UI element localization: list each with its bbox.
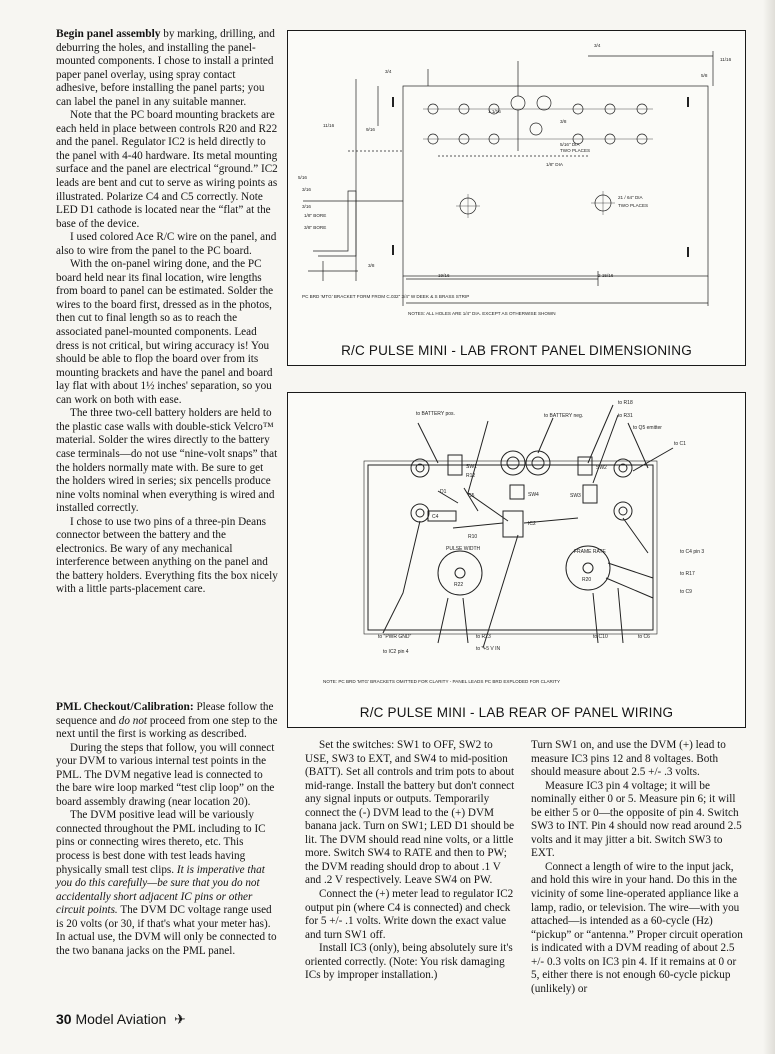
wiring-drawing [288, 393, 745, 727]
dim-callout: 21 / 64" DIA [618, 195, 643, 200]
dim-label: 1 1/16 [488, 109, 501, 114]
component-label: FRAME RATE [574, 549, 606, 555]
wire-label: to R17 [680, 571, 695, 577]
hole [530, 123, 542, 135]
dim-label: 11/16 [720, 57, 732, 62]
dim-label: 3/8 [560, 119, 567, 124]
paragraph: I used colored Ace R/C wire on the panel, and also to wire from the panel to the PC board. [56, 231, 277, 257]
dim-callout: TWO PLACES [560, 148, 591, 153]
ic2-regulator [503, 511, 523, 537]
paragraph: With the on-panel wiring done, and the PC board held near its final location, wire lengths from board to panel can be estimated. Solder the wires to the board first, dressed as in the photos, then cut to final length so as to reach the associated panel-mounted components. Lead dress is not critical, but wiring accuracy is! You should be able to flop the board over from its mounting brackets and have the panel and board lay flat with about 1½ inches' separation, so you can work on both with ease. [56, 258, 274, 406]
dim-label: 5/8 [701, 73, 708, 78]
wire-label: to IC2 pin 4 [383, 649, 409, 655]
figure-notes: NOTE: PC BRD 'MTG' BRACKETS OMITTED FOR CLARITY - PANEL LEADS PC BRD EXPLODED FOR CLARITY [323, 679, 561, 684]
page-edge-shadow [763, 0, 775, 1054]
dim-label: 3/16 [302, 204, 311, 209]
component-label: SW4 [528, 492, 539, 498]
wire-label: to Q5 emitter [633, 425, 662, 431]
dim-label: 5/16 [298, 175, 307, 180]
figure-front-panel-dimensioning [287, 30, 746, 366]
paragraph: Set the switches: SW1 to OFF, SW2 to USE, SW3 to EXT, and SW4 to mid-position (BATT). Set all controls and trim pots to about mid-range. Install the battery but don't connect any signal inputs or outputs. Temporarily connect the (-) DVM lead to the (+) DVM banana jack. Turn on SW1; LED D1 should be lit. The DVM should read nine volts, or a little more. Switch SW4 to RATE and then to PW; the DVM reading should drop to about .1 V and .2 V respectively. Leave SW4 on PW. [305, 739, 515, 887]
jack [411, 504, 429, 522]
component-label: SW1 [466, 464, 477, 470]
dim-label: 3/4 [594, 43, 601, 48]
switch-sw3 [583, 485, 597, 503]
switch-sw4 [510, 485, 524, 499]
wire-label: to "+5 V IN [476, 646, 501, 652]
component-label: R22 [454, 582, 464, 588]
dim-label: 19/16 [438, 273, 450, 278]
text-column-3 [531, 739, 743, 996]
paragraph: The three two-cell battery holders are held to the plastic case walls with double-stick Velcro™ material. Solder the wires directly to the battery case terminals—do not use “nine-volt snaps” that the holders normally mate with. Be sure to get the holders wired in series; six pencells produce nine volts nominal when everything is wired and installed correctly. [56, 407, 278, 515]
wire-label: to C10 [593, 634, 608, 640]
airplane-icon: ✈ [174, 1011, 186, 1027]
paragraph: During the steps that follow, you will connect your DVM to various internal test points in the PML. The DVM negative lead is connected to the bare wire loop marked “test clip loop” on the board assembly drawing (near location 20). [56, 741, 275, 808]
component-label: C5 [468, 493, 475, 499]
dim-label: 11/16 [323, 123, 335, 128]
component-label: PULSE WIDTH [446, 546, 481, 552]
figure-rear-panel-wiring [287, 392, 746, 728]
page-footer [56, 1011, 186, 1028]
component-label: R20 [582, 577, 592, 583]
figure-caption: R/C PULSE MINI - LAB FRONT PANEL DIMENSIONING [341, 343, 692, 358]
figure-caption: R/C PULSE MINI - LAB REAR OF PANEL WIRING [359, 705, 674, 720]
hole [511, 96, 525, 110]
wire-label: to R23 [476, 634, 491, 640]
panel-outline [403, 86, 708, 276]
dim-callout: 1/8" DIA [546, 162, 563, 167]
dim-label: 9/16 [366, 127, 375, 132]
bracket-note: PC BRD 'MTG' BRACKET FORM FROM C.032" 3/4" W DEEK & S BRASS STRIP [302, 294, 470, 299]
paragraph: Turn SW1 on, and use the DVM (+) lead to measure IC3 pins 12 and 8 voltages. Both should measure about 2.5 +/- .3 volts. [531, 739, 726, 779]
component-label: R12 [466, 473, 476, 479]
text-column-2 [305, 739, 517, 983]
text-column-1: Begin panel assembly by marking, drilling, and deburring the holes, and installing the panel-mounted components. I chose to install a printed paper panel overlay, using spray contact adhesive, before installing the panel parts; you can label the panel in any suitable manner. Note that the PC board mounting brackets are each held in place between controls R20 and R22 and the panel. Regulator IC2 is held directly to the panel with 4-40 hardware. Its metal mounting surface and the panel are electrical “ground.” IC2 leads are bent and cut to serve as wiring points as illustrated. Polarize C4 and C5 correctly. Note LED D1 cathode is located near the “flat” at the base of the device. I used colored Ace R/C wire on the panel, and also to wire from the panel to the PC board. With the on-panel wiring done, and the PC board held near its final location, wire lengths from board to panel can be estimated. Solder the wires to the board first, dressed as in the photos, then cut to final length so as to reach the associated panel-mounted components. Lead dress is not critical, but wiring accuracy is! You should be able to flop the board over from its mounting brackets and have the panel and board lay flat with about 1½ inches' separation, so you can work on both with ease. The three two-cell battery holders are held to the plastic case walls with double-stick Velcro™ material. Solder the wires directly to the battery case terminals—do not use “nine-volt snaps” that the holders normally mate with. Be sure to get the holders wired in series; six pencells produce nine volts nominal when everything is wired and installed correctly. I chose to use two pins of a three-pin Deans connector between the battery and the electronics. Be wary of any mechanical interference between anything on the panel and the battery holders. Everything fits the box nicely with a little parts-placement care. [56, 28, 278, 596]
battery-terminal [501, 451, 525, 475]
component-label: R10 [468, 534, 478, 540]
paragraph: Measure IC3 pin 4 voltage; it will be nominally either 0 or 5. Measure pin 6; it will be either 5 or 0—the opposite of pin 4. Switch SW3 to INT. Pin 4 should now read around 2.5 volts and it may jitter a bit. Switch SW3 to EXT. [531, 779, 742, 860]
paragraph: Connect the (+) meter lead to regulator IC2 output pin (where C4 is connected) and check for 5 +/- .1 volts. Write down the exact value and turn SW1 off. [305, 888, 514, 941]
paragraph: Note that the PC board mounting brackets are each held in place between controls R20 and R22 and the panel. Regulator IC2 is held directly to the panel with 4-40 hardware. Its metal mounting surface and the panel are electrical “ground.” IC2 leads are bent and cut to serve as wiring points as illustrated. Polarize C4 and C5 correctly. Note LED D1 cathode is located near the “flat” at the base of the device. [56, 109, 278, 230]
subhead-panel-assembly: Begin panel assembly [56, 28, 161, 40]
jack [614, 502, 632, 520]
wire-label: to C6 [638, 634, 650, 640]
mount-bracket-slots [393, 97, 688, 257]
panel-holes [428, 96, 647, 214]
wire-label: to C1 [674, 441, 686, 447]
component-label: IC2 [528, 521, 536, 527]
dim-label: 2 15/16 [598, 273, 614, 278]
dim-callout: 5/16" DIA [560, 142, 580, 147]
paragraph: The DVM positive lead will be variously connected throughout the PML including to IC pins or connecting wires thereto, etc. This process is best done with test leads having physically small test clips. It is imperative that you do this carefully—be sure that you do not accidentally short adjacent IC pins or other circuit points. The DVM DC voltage range used is 20 volts (or 30, if that's what your meter has). In actual use, the DVM will only be connected to the two banana jacks on the PML panel. [56, 809, 277, 957]
figure-notes: NOTES: ALL HOLES ARE 1/4" DIA. EXCEPT AS OTHERWISE SHOWN [408, 311, 556, 316]
paragraph: Install IC3 (only), being absolutely sure it's oriented correctly. (Note: You risk damaging ICs by improper installation.) [305, 942, 513, 982]
component-label: SW2 [596, 465, 607, 471]
page-number: 30 [56, 1011, 72, 1027]
pot-r22 [438, 551, 482, 595]
battery-terminal [526, 451, 550, 475]
wire-label: to R18 [618, 400, 633, 406]
wire-label: to BATTERY neg. [544, 413, 584, 419]
wire-label: to R31 [618, 413, 633, 419]
dim-label: 3/16 [302, 187, 311, 192]
hole [537, 96, 551, 110]
wire-label: to BATTERY pos. [416, 411, 455, 417]
jack [614, 459, 632, 477]
component-label: SW3 [570, 493, 581, 499]
jack [411, 459, 429, 477]
paragraph: Connect a length of wire to the input jack, and hold this wire in your hand. Do this in the vicinity of some line-operated appliance like a lamp, radio, or television. The wire—with you attached—is intended as a 60-cycle (Hz) “pickup” or “antenna.” Proper circuit operation is indicated with a DVM reading of about 2.5 +/- 0.3 volts on IC3 pin 4. If it remains at 0 or 5, either there is not enough 60-cycle pickup (unlikely) or [531, 860, 743, 995]
dim-label: 3/8 [368, 263, 375, 268]
dim-callout: 1/8" BORE [304, 213, 327, 218]
text-column-1-lower: PML Checkout/Calibration: Please follow the sequence and do not proceed from one step to the next until the first is working as described. During the steps that follow, you will connect your DVM to various internal test points in the PML. The DVM negative lead is connected to the bare wire loop marked “test clip loop” on the board assembly drawing (near location 20). The DVM positive lead will be variously connected throughout the PML including to IC pins or connecting wires thereto, etc. This process is best done with test leads having physically small test clips. It is imperative that you do this carefully—be sure that you do not accidentally short adjacent IC pins or other circuit points. The DVM DC voltage range used is 20 volts (or 30, if that's what your meter has). In actual use, the DVM will only be connected to the two banana jacks on the PML panel. [56, 701, 278, 957]
wire-label: to C4 pin 3 [680, 549, 705, 555]
dimension-drawing [288, 31, 745, 365]
wire-label: to C9 [680, 589, 692, 595]
paragraph: I chose to use two pins of a three-pin Deans connector between the battery and the electronics. Be wary of any mechanical interference between anything on the panel and the battery holders. Everything fits the box nicely with a little parts-placement care. [56, 515, 278, 596]
wire-label: to "PWR GND" [378, 634, 412, 640]
dim-callout: TWO PLACES [618, 203, 649, 208]
dim-callout: 3/8" BORE [304, 225, 327, 230]
component-label: D1 [440, 489, 447, 495]
magazine-name: Model Aviation [75, 1011, 167, 1027]
subhead-checkout: PML Checkout/Calibration: [56, 701, 194, 713]
component-label: C4 [432, 514, 439, 520]
dim-label: 3/4 [385, 69, 392, 74]
